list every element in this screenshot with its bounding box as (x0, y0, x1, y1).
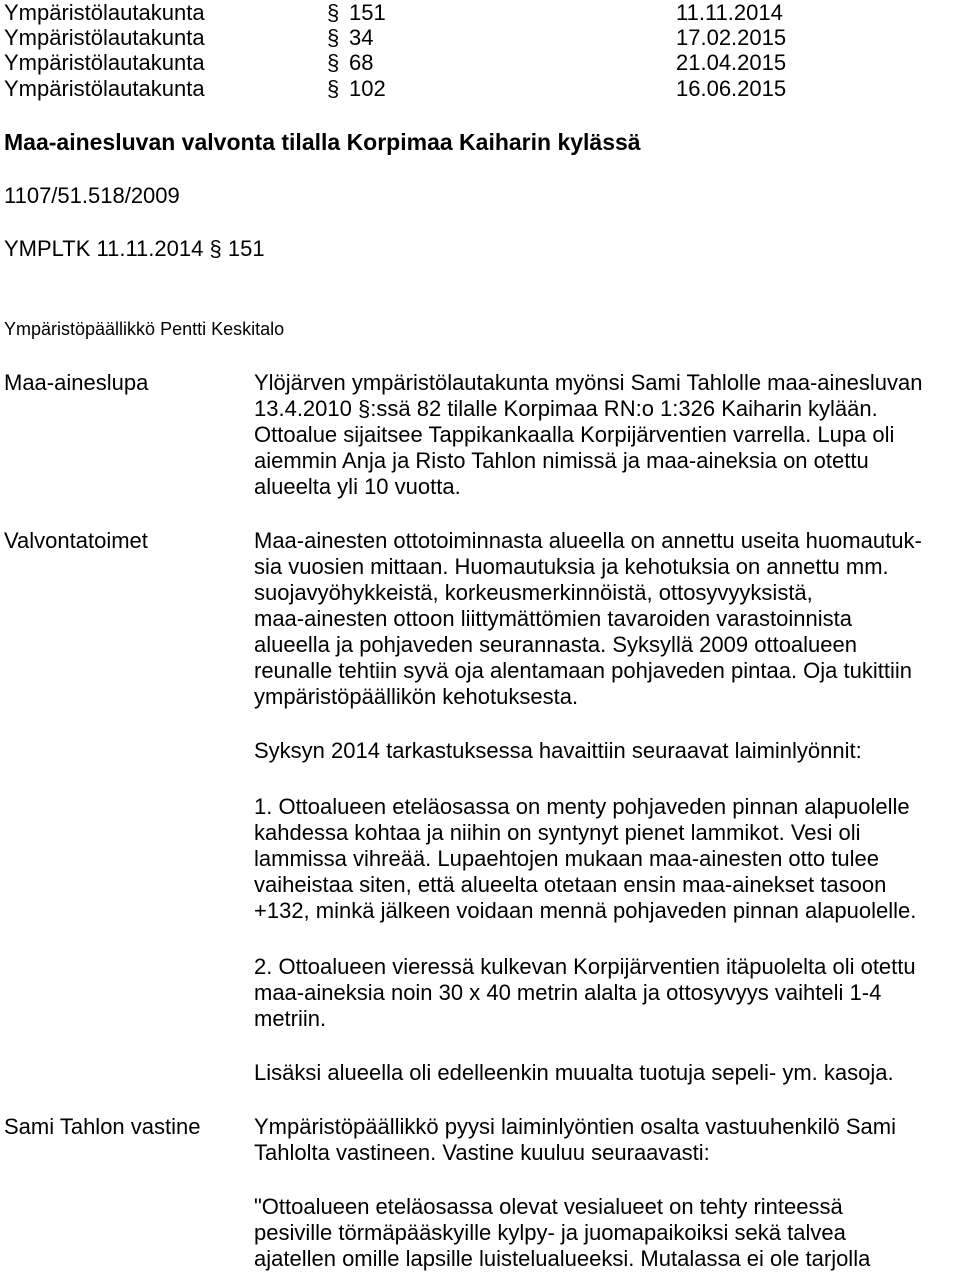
supervision-text-line: maa-ainesten ottoon liittymättömien tavaroiden varastoinnista (254, 606, 852, 631)
finding-1-line: lammissa vihreää. Lupaehtojen mukaan maa-ainesten otto tulee (254, 846, 879, 871)
presenter: Ympäristöpäällikkö Pentti Keskitalo (4, 319, 285, 339)
section-label-response: Sami Tahlon vastine (4, 1114, 201, 1139)
meeting-date: 11.11.2014 (676, 0, 783, 25)
meeting-board: Ympäristölautakunta (4, 25, 205, 50)
response-quote-line: pesiville törmäpääskyille kylpy- ja juomapaikoiksi sekä talvea (254, 1220, 846, 1245)
meeting-row (4, 76, 954, 102)
section-symbol: § (209, 236, 222, 261)
meeting-section-number: 102 (349, 76, 386, 101)
finding-1-line: 1. Ottoalueen eteläosassa on menty pohjaveden pinnan alapuolelle (254, 794, 910, 819)
supervision-text-line: sia vuosien mittaan. Huomautuksia ja kehotuksia on annettu mm. (254, 554, 889, 579)
page-title: Maa-ainesluvan valvonta tilalla Korpimaa Kaiharin kylässä (4, 129, 641, 155)
section-symbol: § (327, 0, 340, 25)
meeting-date: 21.04.2015 (676, 50, 787, 75)
meeting-section-number: 34 (349, 25, 374, 50)
supervision-text-line: ympäristöpäällikön kehotuksesta. (254, 684, 579, 709)
finding-2-line: maa-aineksia noin 30 x 40 metrin alalta ja ottosyvyys vaihteli 1-4 (254, 980, 882, 1005)
diary-number: 1107/51.518/2009 (4, 183, 180, 208)
finding-2-line: 2. Ottoalueen vieressä kulkevan Korpijärventien itäpuolelta oli otettu (254, 954, 916, 979)
permit-text-line (254, 396, 878, 422)
meeting-board: Ympäristölautakunta (4, 50, 205, 75)
permit-text-line: Ylöjärven ympäristölautakunta myönsi Sami Tahlolle maa-ainesluvan (254, 370, 923, 395)
supervision-text-line: alueella ja pohjaveden seurannasta. Syksyllä 2009 ottoalueen (254, 632, 857, 657)
meeting-date: 16.06.2015 (676, 76, 787, 101)
finding-3: Lisäksi alueella oli edelleenkin muualta tuotuja sepeli- ym. kasoja. (254, 1060, 894, 1085)
meeting-section-number: 151 (349, 0, 386, 25)
permit-text-line: alueelta yli 10 vuotta. (254, 474, 461, 499)
meeting-board: Ympäristölautakunta (4, 0, 205, 25)
section-symbol: § (327, 25, 340, 50)
supervision-text-line: reunalle tehtiin syvä oja alentamaan pohjaveden pintaa. Oja tukittiin (254, 658, 912, 683)
supervision-text-line: suojavyöhykkeistä, korkeusmerkinnöistä, ottosyvyyksistä, (254, 580, 813, 605)
permit-text-line: Ottoalue sijaitsee Tappikankaalla Korpijärventien varrella. Lupa oli (254, 422, 895, 447)
inspection-intro: Syksyn 2014 tarkastuksessa havaittiin seuraavat laiminlyönnit: (254, 738, 862, 763)
meeting-row (4, 25, 954, 51)
section-label-permit: Maa-aineslupa (4, 370, 149, 395)
section-label-supervision: Valvontatoimet (4, 528, 148, 553)
meeting-row (4, 50, 954, 76)
supervision-text-line: Maa-ainesten ottotoiminnasta alueella on annettu useita huomautuk- (254, 528, 922, 553)
meeting-reference (4, 236, 265, 262)
meeting-section-number: 68 (349, 50, 374, 75)
response-quote-line: ajatellen omille lapsille luistelualueeksi. Mutalassa ei ole tarjolla (254, 1246, 871, 1271)
finding-1-line: +132, minkä jälkeen voidaan mennä pohjaveden pinnan alapuolelle. (254, 898, 917, 923)
response-quote-line: "Ottoalueen eteläosassa olevat vesialueet on tehty rinteessä (254, 1194, 843, 1219)
finding-2-line: metriin. (254, 1006, 327, 1031)
meeting-reference-prefix: YMPLTK 11.11.2014 (4, 236, 204, 261)
meeting-date: 17.02.2015 (676, 25, 787, 50)
finding-1-line: vaiheistaa siten, että alueelta otetaan ensin maa-ainekset tasoon (254, 872, 887, 897)
finding-1-line: kahdessa kohtaa ja niihin on syntynyt pienet lammikot. Vesi oli (254, 820, 861, 845)
meeting-row (4, 0, 954, 26)
section-symbol: § (327, 76, 340, 101)
permit-text-rest: :ssä 82 tilalle Korpimaa RN:o 1:326 Kaiharin kylään. (370, 396, 878, 421)
section-symbol: § (358, 396, 371, 421)
meeting-reference-number: 151 (227, 236, 265, 261)
section-symbol: § (327, 50, 340, 75)
meeting-board: Ympäristölautakunta (4, 76, 205, 101)
response-text-line: Tahlolta vastineen. Vastine kuuluu seuraavasti: (254, 1140, 710, 1165)
response-text-line: Ympäristöpäällikkö pyysi laiminlyöntien osalta vastuuhenkilö Sami (254, 1114, 896, 1139)
permit-text-line: aiemmin Anja ja Risto Tahlon nimissä ja maa-aineksia on otettu (254, 448, 869, 473)
permit-date: 13.4.2010 (254, 396, 352, 421)
